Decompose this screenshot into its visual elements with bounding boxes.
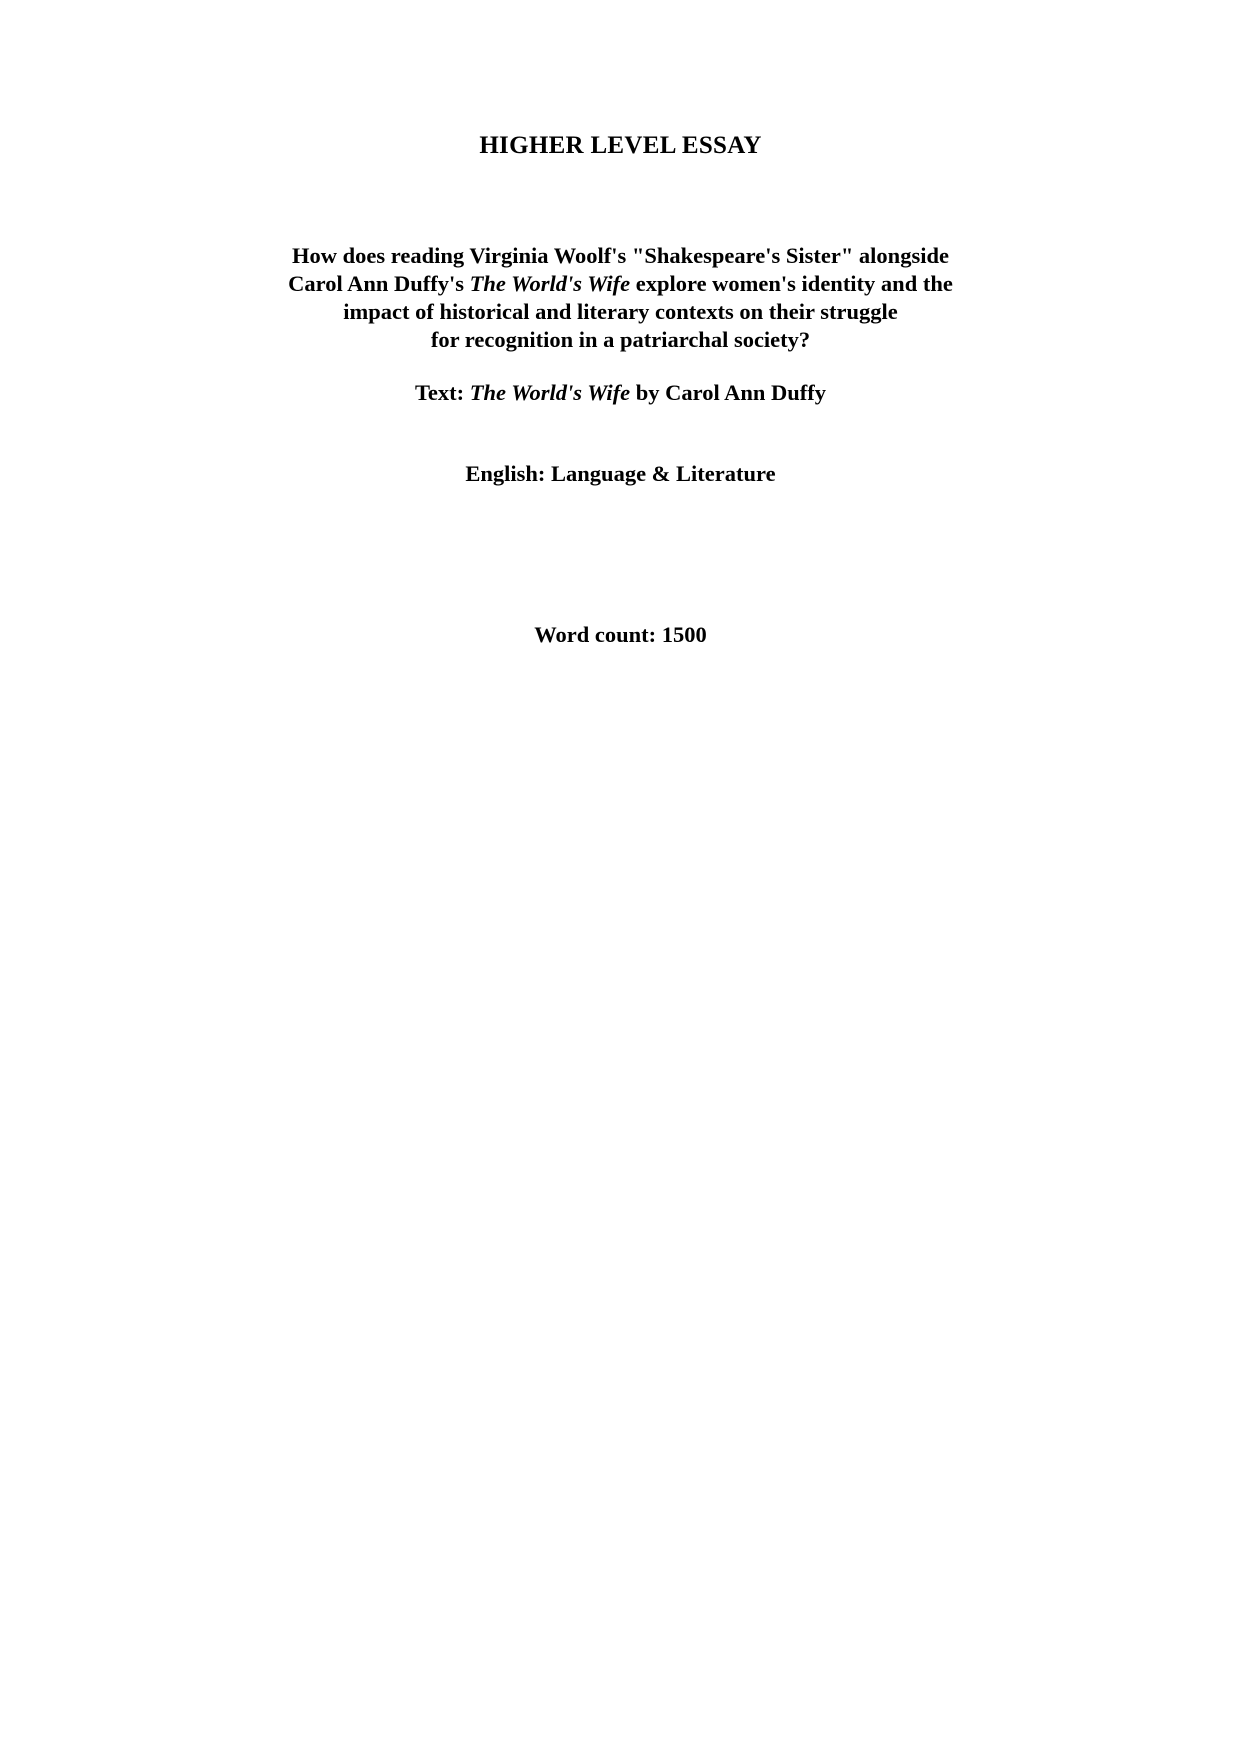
word-count: Word count: 1500 [534, 622, 707, 647]
research-question-line-2-title: The World's Wife [469, 271, 631, 296]
primary-text-line [0, 380, 1241, 406]
research-question-line-1: How does reading Virginia Woolf's "Shakespeare's Sister" alongside [292, 243, 949, 268]
research-question-line-2-prefix: Carol Ann Duffy's [288, 271, 470, 296]
research-question-line-2 [0, 270, 1241, 298]
primary-text-author: by Carol Ann Duffy [630, 380, 827, 405]
research-question [0, 242, 1241, 354]
research-question-line-3: impact of historical and literary contexts on their struggle [343, 299, 898, 324]
research-question-line-2-suffix: explore women's identity and the [630, 271, 953, 296]
primary-text-prefix: Text: [414, 380, 470, 405]
subject-line: English: Language & Literature [465, 461, 776, 486]
primary-text-title: The World's Wife [469, 380, 631, 405]
page-title: HIGHER LEVEL ESSAY [479, 132, 762, 159]
research-question-line-4: for recognition in a patriarchal society? [430, 327, 811, 352]
